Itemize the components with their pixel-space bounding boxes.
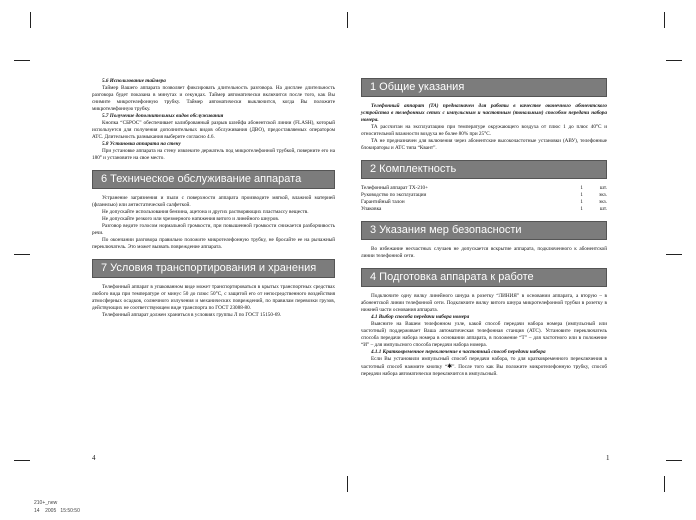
section-4-heading: 4 Подготовка аппарата к работе: [361, 268, 607, 287]
table-row: [361, 199, 607, 206]
section-3-heading: 3 Указания мер безопасности: [361, 221, 607, 240]
section-6-paragraph: Не допускайте резкого или чрезмерного натяжения витого и линейного шнуров.: [102, 216, 280, 222]
crop-mark: [666, 254, 682, 255]
section-5-6-title: 5.6 Использование таймера: [102, 78, 166, 84]
left-page-column: [92, 78, 335, 319]
section-7-paragraph: Телефонный аппарат должен храниться в условиях группы Л по ГОСТ 15150-69.: [102, 312, 282, 318]
crop-mark: [666, 60, 682, 61]
item-unit: экз.: [598, 199, 607, 205]
section-1-heading: 1 Общие указания: [361, 78, 607, 97]
section-1-paragraph: ТА рассчитан на эксплуатацию при температуре окружающего воздуха от плюс 1 до плюс 40°С и относительной влажности воздуха не более 80% при 25°С.: [361, 124, 607, 137]
section-3-paragraph: Во избежание несчастных случаев не допускается вскрытие аппарата, подключенного к абонентской линии телефонной сети.: [361, 246, 607, 259]
crop-mark: [664, 476, 665, 492]
item-qty: 1: [580, 185, 583, 191]
crop-mark: [14, 254, 30, 255]
item-qty: 1: [580, 206, 583, 212]
section-1-lead: Телефонный аппарат (ТА) предназначен для работы в качестве оконечного абонентского устройства в телефонных сетях с импульсным и частотным (тональным) способом передачи набора номера.: [361, 103, 607, 123]
item-qty: 1: [580, 199, 583, 205]
section-6-paragraph: Разговор ведите голосом нормальной громкости, при повышенной громкости снижается разборчивость речи.: [92, 223, 335, 236]
right-page-column: [361, 78, 607, 378]
item-unit: шт.: [599, 185, 607, 191]
section-1-paragraph: ТА не предназначен для включения через абонентские высокочастотные установки (АВУ), телефонные блокираторы и АТС типа “Квант”.: [361, 138, 607, 151]
section-6-paragraph: По окончании разговора правильно положите микротелефонную трубку, не бросайте ее на рычажный переключатель. Это может вызвать повреждение аппарата.: [92, 237, 335, 250]
crop-mark: [666, 460, 682, 461]
section-4-1-1-title: 4.1.1 Кратковременное переключение в частотный способ передачи набора: [371, 349, 546, 355]
section-4-1-1-text-a: Если Вы установили импульсный способ передачи набора, то для кратковременного переключения в частотный способ нажмите кнопку “: [361, 356, 607, 370]
table-row: [361, 185, 607, 192]
item-name: Гарантийный талон: [361, 199, 405, 205]
left-page-number: 4: [92, 454, 96, 462]
crop-mark: [347, 476, 348, 492]
section-5-7-title: 5.7 Получение дополнительных видов обслуживания: [102, 113, 224, 119]
section-5-8-title: 5.8 Установка аппарата на стену: [102, 141, 181, 147]
contents-table: [361, 185, 607, 213]
item-name: Руководство по эксплуатации: [361, 192, 427, 198]
section-6-heading: 6 Техническое обслуживание аппарата: [92, 170, 335, 189]
section-7-heading: 7 Условия транспортирования и хранения: [92, 259, 335, 278]
section-4-1-title: 4.1 Выбор способа передачи набора номера: [371, 314, 470, 320]
section-6-paragraph: Устранение загрязнения и пыли с поверхности аппарата производите мягкой, влажной материей (фланелью) или антистатической салфеткой.: [92, 195, 335, 208]
crop-mark: [14, 60, 30, 61]
section-4-paragraph: Подключите одну вилку линейного шнура в розетку “ЛИНИЯ” в основании аппарата, а вторую – в абонентской линии телефонной сети. Подключите вилку витого шнура микротелефонной трубки в розетку в нижней части основания аппарата.: [361, 293, 607, 313]
table-row: [361, 206, 607, 213]
imprint-line-2: 14 2005 15:50:50: [34, 508, 80, 514]
crop-mark: [30, 12, 31, 28]
star-key-icon: ✱: [447, 363, 453, 370]
item-name: Упаковка: [361, 206, 382, 212]
item-name: Телефонный аппарат ТХ-210+: [361, 185, 429, 191]
item-unit: шт.: [599, 206, 607, 212]
crop-mark: [347, 12, 348, 28]
section-4-1-1-text: [361, 356, 607, 378]
item-unit: экз.: [598, 192, 607, 198]
section-7-paragraph: Телефонный аппарат в упакованном виде может транспортироваться в крытых транспортных средствах любого вида при температуре от минус 50 до плюс 50°С, с защитой его от непосредственного воздействия атмосферных осадков, солнечного излучения и механических повреждений, по правилам перевозки грузов, действующих не соответствующем виде транспорта по ГОСТ 23088-80.: [92, 284, 335, 311]
section-5-8-text: При установке аппарата на стену извлеките держатель под микротелефонной трубкой, поверните его на 180° и установите на свое место.: [92, 148, 335, 161]
section-5-7-text: Кнопка “СБРОС” обеспечивает калиброванный разрыв шлейфа абонентской линии (FLASH), который используется для получения дополнительных видов обслуживания (ДВО), предоставляемых оператором АТС. Длительность размыкания выберите согласно 4.6.: [92, 120, 335, 140]
imprint-line-1: 210+_new: [34, 500, 58, 506]
section-6-paragraph: Не допускайте использования бензина, ацетона и других растворяющих пластмассу веществ.: [102, 209, 309, 215]
section-5-6-text: Таймер Вашего аппарата позволяет фиксировать длительность разговора. На дисплее длительность разговора будет показана в минутах и секундах. Таймер автоматически включится после того, как Вы снимите микротелефонную трубку. Таймер автоматически выключится, когда Вы положите микротелефонную трубку.: [92, 85, 335, 112]
section-4-1-text: Выясните на Вашем телефонном узле, какой способ передачи набора номера (импульсный или частотный) поддерживает Ваша автоматическая телефонная станция (АТС). Установите переключатель способа передачи набора номера в основании аппарата, в положение “T” – для частотного или в положение “И” – для импульсного способа передачи набора номера.: [361, 321, 607, 348]
table-row: [361, 192, 607, 199]
section-2-heading: 2 Комплектность: [361, 160, 607, 179]
crop-mark: [664, 12, 665, 28]
right-page-number: 1: [606, 454, 610, 462]
crop-mark: [14, 460, 30, 461]
section-4-1-1-text-b: ”. После того как Вы положите микротелефонную трубку, способ передачи набора автоматически переключится в импульсный.: [361, 364, 607, 377]
item-qty: 1: [580, 192, 583, 198]
